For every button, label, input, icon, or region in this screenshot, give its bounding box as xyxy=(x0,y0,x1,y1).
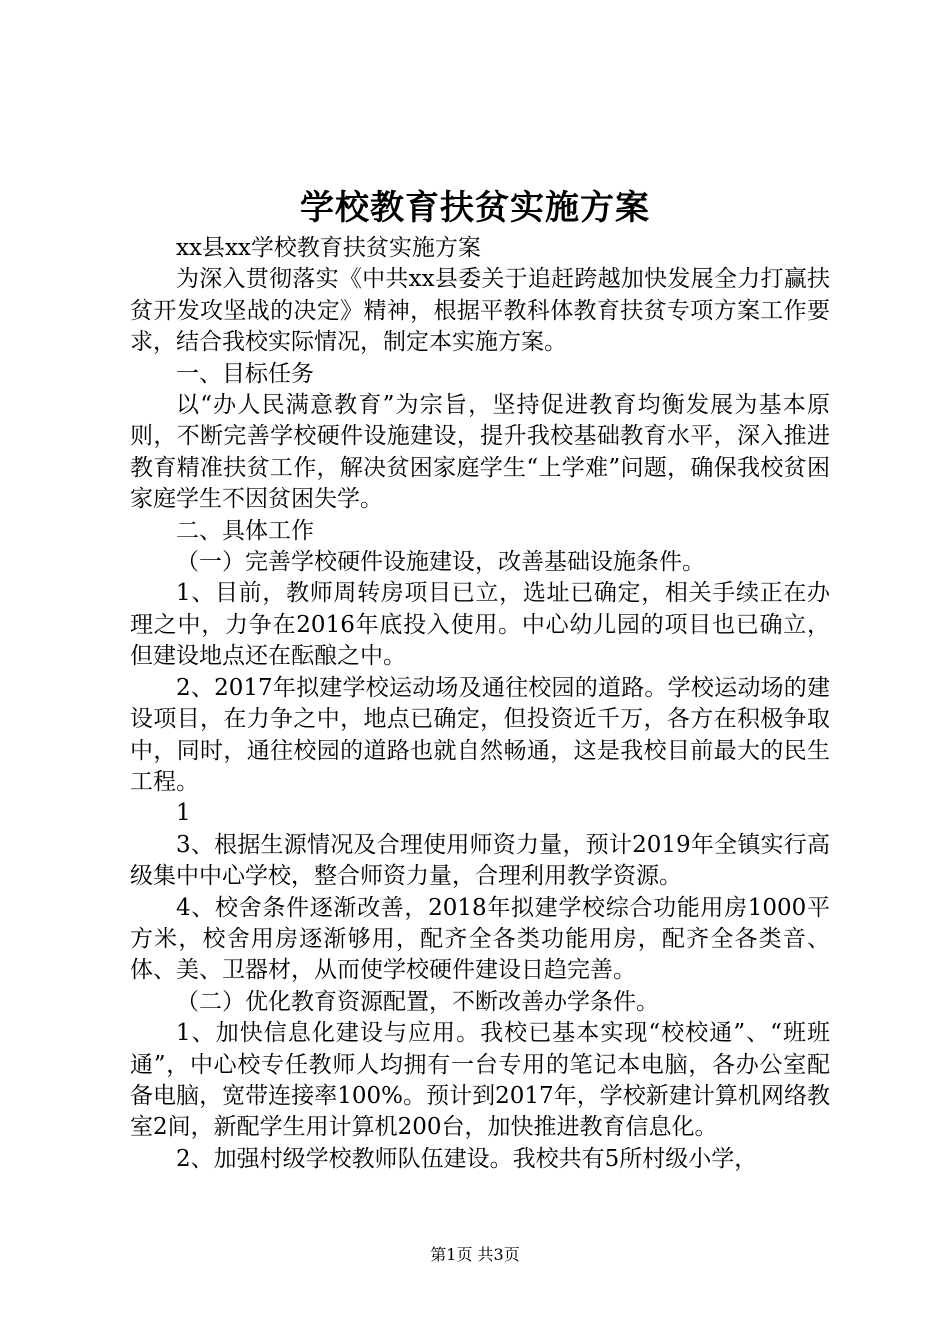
subtitle-paragraph: xx县xx学校教育扶贫实施方案 xyxy=(176,235,481,261)
section-heading: 一、目标任务 xyxy=(176,360,314,387)
body-paragraph: 1、目前，教师周转房项目已立，选址已确定，相关手续正在办理之中，力争在2016年底投入使用。中心幼儿园的项目也已确立，但建设地点还在酝酿之中。 xyxy=(130,580,830,670)
body-paragraph: 1、加快信息化建设与应用。我校已基本实现“校校通”、“班班通”，中心校专任教师人均拥有一台专用的笔记本电脑，各办公室配备电脑，宽带连接率100%。预计到2017年，学校新建计算机网络教室2间，新配学生用计算机200台，加快推进教育信息化。 xyxy=(130,1020,830,1141)
body-paragraph: 3、根据生源情况及合理使用师资力量，预计2019年全镇实行高级集中中心学校，整合师资力量，合理利用教学资源。 xyxy=(130,831,830,890)
subsection-heading: （一）完善学校硬件设施建设，改善基础设施条件。 xyxy=(176,549,705,576)
subsection-heading: （二）优化教育资源配置，不断改善办学条件。 xyxy=(176,988,659,1015)
document-body xyxy=(130,233,830,1175)
intro-paragraph: 为深入贯彻落实《中共xx县委关于追赶跨越加快发展全力打赢扶贫开发攻坚战的决定》精神，根据平教科体教育扶贫专项方案工作要求，结合我校实际情况，制定本实施方案。 xyxy=(130,266,830,356)
body-paragraph: 4、校舍条件逐渐改善，2018年拟建学校综合功能用房1000平方米，校舍用房逐渐够用，配齐全各类功能用房，配齐全各类音、体、美、卫器材，从而使学校硬件建设日趋完善。 xyxy=(130,894,830,984)
body-paragraph: 2、加强村级学校教师队伍建设。我校共有5所村级小学， xyxy=(176,1145,758,1172)
body-paragraph: 2、2017年拟建学校运动场及通往校园的道路。学校运动场的建设项目，在力争之中，地点已确定，但投资近千万，各方在积极争取中，同时，通往校园的道路也就自然畅通，这是我校目前最大的民生工程。 xyxy=(130,674,830,795)
section-heading: 二、具体工作 xyxy=(176,517,314,544)
body-paragraph: 1 xyxy=(176,800,191,827)
page-number-footer: 第1页 共3页 xyxy=(430,1245,520,1264)
document-title: 学校教育扶贫实施方案 xyxy=(300,188,650,228)
body-paragraph: 以“办人民满意教育”为宗旨，坚持促进教育均衡发展为基本原则，不断完善学校硬件设施建设，提升我校基础教育水平，深入推进教育精准扶贫工作，解决贫困家庭学生“上学难”问题，确保我校贫困家庭学生不因贫困失学。 xyxy=(130,392,830,513)
